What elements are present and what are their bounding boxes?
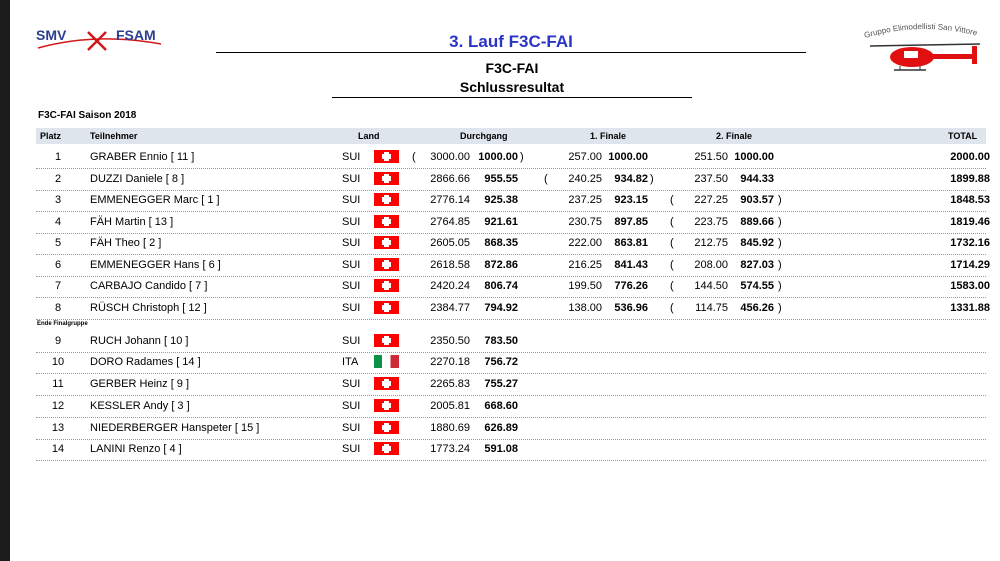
swiss-flag-icon <box>374 258 399 271</box>
durchgang-points: 626.89 <box>484 422 518 434</box>
swiss-flag-icon <box>374 377 399 390</box>
table-row <box>36 352 986 374</box>
finale1-points: 897.85 <box>614 216 648 228</box>
smv-fsam-logo <box>36 24 166 54</box>
subtitle-divider <box>332 97 692 98</box>
swiss-flag-icon <box>374 279 399 292</box>
table-row <box>36 233 990 255</box>
table-row <box>36 331 986 353</box>
italy-flag-icon <box>374 355 399 368</box>
finale2-points: 574.55 <box>740 280 774 292</box>
durchgang-points: 668.60 <box>484 400 518 412</box>
durchgang-points: 806.74 <box>484 280 518 292</box>
logo-smv-text: SMV <box>36 27 67 43</box>
durchgang-raw: 2866.66 <box>430 173 470 185</box>
durchgang-raw: 2265.83 <box>430 378 470 390</box>
club-logo-text: Gruppo Elimodellisti San Vittore <box>863 22 979 40</box>
table-header <box>36 128 986 144</box>
page-title: 3. Lauf F3C-FAI <box>449 32 573 51</box>
finale1-raw: 237.25 <box>568 194 602 206</box>
row-total: 1819.46 <box>950 216 990 228</box>
row-platz: 14 <box>51 443 65 455</box>
finale2-points: 944.33 <box>740 173 774 185</box>
finale2-raw: 114.75 <box>695 302 728 314</box>
durchgang-points: 783.50 <box>484 335 518 347</box>
document-page <box>10 0 1000 561</box>
season-label: F3C-FAI Saison 2018 <box>38 110 137 121</box>
row-land: SUI <box>342 378 361 390</box>
row-platz: 6 <box>54 259 62 271</box>
row-name: CARBAJO Candido [ 7 ] <box>90 280 208 292</box>
finale1-open-paren: ( <box>544 173 548 185</box>
finale1-raw: 138.00 <box>568 302 602 314</box>
durchgang-points: 1000.00 <box>478 151 518 163</box>
durchgang-raw: 2764.85 <box>430 216 470 228</box>
finale2-raw: 144.50 <box>694 280 728 292</box>
finale1-raw: 216.25 <box>568 259 602 271</box>
row-name: RUCH Johann [ 10 ] <box>90 335 189 347</box>
finale1-close-paren: ) <box>650 173 654 185</box>
table-row <box>36 190 990 212</box>
row-land: SUI <box>342 443 361 455</box>
row-name: GERBER Heinz [ 9 ] <box>90 378 190 390</box>
row-platz: 3 <box>54 194 62 206</box>
row-platz: 4 <box>54 216 62 228</box>
col-teilnehmer: Teilnehmer <box>90 131 138 141</box>
finale2-close-paren: ) <box>778 280 782 292</box>
durchgang-open-paren: ( <box>412 151 416 163</box>
row-name: LANINI Renzo [ 4 ] <box>90 443 182 455</box>
row-name: RÜSCH Christoph [ 12 ] <box>90 302 207 314</box>
finale2-raw: 227.25 <box>694 194 728 206</box>
finale2-close-paren: ) <box>778 216 782 228</box>
swiss-flag-icon <box>374 193 399 206</box>
durchgang-points: 591.08 <box>484 443 518 455</box>
row-name: EMMENEGGER Hans [ 6 ] <box>90 259 221 271</box>
durchgang-points: 955.55 <box>484 173 518 185</box>
col-durchgang: Durchgang <box>460 131 508 141</box>
row-land: SUI <box>342 422 361 434</box>
finale2-open-paren: ( <box>670 237 674 249</box>
row-platz: 5 <box>54 237 62 249</box>
row-platz: 10 <box>51 356 65 368</box>
durchgang-raw: 2270.18 <box>430 356 470 368</box>
row-land: SUI <box>342 216 361 228</box>
col-platz: Platz <box>40 131 62 141</box>
table-row <box>36 276 990 298</box>
swiss-flag-icon <box>374 421 399 434</box>
row-name: DORO Radames [ 14 ] <box>90 356 201 368</box>
swiss-flag-icon <box>374 236 399 249</box>
swiss-flag-icon <box>374 301 399 314</box>
finale2-raw: 251.50 <box>694 151 728 163</box>
row-land: SUI <box>342 280 361 292</box>
table-row <box>36 374 986 396</box>
row-land: SUI <box>342 173 361 185</box>
title-divider <box>216 52 806 53</box>
row-platz: 7 <box>54 280 62 292</box>
page-subtitle-result: Schlussresultat <box>459 79 565 95</box>
helicopter-icon <box>860 22 990 82</box>
durchgang-raw: 2005.81 <box>430 400 470 412</box>
row-name: KESSLER Andy [ 3 ] <box>90 400 190 412</box>
row-total: 2000.00 <box>950 151 990 163</box>
finale1-raw: 222.00 <box>568 237 602 249</box>
row-total: 1732.16 <box>950 237 990 249</box>
col-land: Land <box>358 131 380 141</box>
page-subtitle-class: F3C-FAI <box>485 60 539 76</box>
table-row <box>36 439 986 461</box>
durchgang-raw: 2384.77 <box>430 302 470 314</box>
swiss-flag-icon <box>374 215 399 228</box>
row-platz: 8 <box>54 302 62 314</box>
swiss-flag-icon <box>374 442 399 455</box>
finale2-open-paren: ( <box>670 194 674 206</box>
end-group-label: Ende Finalgruppe <box>37 321 88 327</box>
finale1-raw: 257.00 <box>568 151 602 163</box>
club-logo <box>860 22 990 82</box>
swiss-flag-icon <box>374 172 399 185</box>
table-row <box>36 147 990 169</box>
durchgang-points: 921.61 <box>484 216 518 228</box>
finale2-open-paren: ( <box>670 280 674 292</box>
table-row <box>36 396 986 418</box>
finale2-open-paren: ( <box>670 216 674 228</box>
durchgang-raw: 1773.24 <box>430 443 470 455</box>
row-land: ITA <box>342 356 359 368</box>
row-total: 1331.88 <box>950 302 990 314</box>
table-row <box>36 169 990 191</box>
finale2-close-paren: ) <box>778 302 782 314</box>
durchgang-points: 755.27 <box>484 378 518 390</box>
row-platz: 2 <box>54 173 62 185</box>
row-total: 1583.00 <box>950 280 990 292</box>
finale2-points: 456.26 <box>740 302 774 314</box>
row-name: FÄH Martin [ 13 ] <box>90 216 174 228</box>
row-platz: 11 <box>52 378 64 390</box>
table-row <box>36 298 990 320</box>
durchgang-raw: 1880.69 <box>430 422 470 434</box>
finale2-points: 845.92 <box>740 237 774 249</box>
row-platz: 13 <box>51 422 65 434</box>
finale1-points: 841.43 <box>614 259 648 271</box>
finale2-raw: 237.50 <box>694 173 728 185</box>
finale2-raw: 208.00 <box>694 259 728 271</box>
row-platz: 9 <box>54 335 62 347</box>
row-platz: 12 <box>51 400 65 412</box>
durchgang-points: 868.35 <box>484 237 518 249</box>
row-land: SUI <box>342 302 361 314</box>
finale1-points: 863.81 <box>614 237 648 249</box>
durchgang-raw: 2420.24 <box>430 280 470 292</box>
swiss-flag-icon <box>374 334 399 347</box>
row-total: 1899.88 <box>950 173 990 185</box>
finale1-raw: 230.75 <box>568 216 602 228</box>
table-row <box>36 255 990 277</box>
finale1-raw: 240.25 <box>568 173 602 185</box>
row-name: DUZZI Daniele [ 8 ] <box>90 173 185 185</box>
row-name: NIEDERBERGER Hanspeter [ 15 ] <box>90 422 260 434</box>
row-land: SUI <box>342 237 361 249</box>
durchgang-close-paren: ) <box>520 151 524 163</box>
durchgang-raw: 2776.14 <box>430 194 470 206</box>
durchgang-raw: 2605.05 <box>430 237 470 249</box>
row-name: EMMENEGGER Marc [ 1 ] <box>90 194 220 206</box>
finale2-points: 889.66 <box>740 216 774 228</box>
finale1-points: 1000.00 <box>608 151 648 163</box>
finale1-points: 923.15 <box>614 194 648 206</box>
swiss-flag-icon <box>374 150 399 163</box>
row-total: 1714.29 <box>950 259 990 271</box>
finale1-raw: 199.50 <box>568 280 602 292</box>
row-platz: 1 <box>54 151 62 163</box>
finale2-raw: 223.75 <box>694 216 728 228</box>
row-total: 1848.53 <box>950 194 990 206</box>
svg-text:Gruppo Elimodellisti San Vitto <box>863 22 979 40</box>
durchgang-raw: 2618.58 <box>430 259 470 271</box>
finale1-points: 934.82 <box>614 173 648 185</box>
finale2-close-paren: ) <box>778 237 782 249</box>
finale2-raw: 212.75 <box>694 237 728 249</box>
finale2-close-paren: ) <box>778 259 782 271</box>
durchgang-raw: 3000.00 <box>430 151 470 163</box>
col-finale1: 1. Finale <box>590 131 627 141</box>
row-land: SUI <box>342 194 361 206</box>
logo-fsam-text: FSAM <box>116 27 156 43</box>
row-land: SUI <box>342 335 361 347</box>
finale2-open-paren: ( <box>670 302 674 314</box>
finale1-points: 536.96 <box>614 302 648 314</box>
row-name: GRABER Ennio [ 11 ] <box>90 151 195 163</box>
row-land: SUI <box>342 400 361 412</box>
row-name: FÄH Theo [ 2 ] <box>90 237 162 249</box>
finale2-close-paren: ) <box>778 194 782 206</box>
durchgang-points: 794.92 <box>484 302 518 314</box>
finale2-points: 903.57 <box>740 194 774 206</box>
table-row <box>36 212 990 234</box>
row-land: SUI <box>342 259 361 271</box>
col-total: TOTAL <box>948 131 978 141</box>
finale2-points: 827.03 <box>740 259 774 271</box>
durchgang-raw: 2350.50 <box>430 335 470 347</box>
durchgang-points: 872.86 <box>484 259 518 271</box>
row-land: SUI <box>342 151 361 163</box>
durchgang-points: 925.38 <box>484 194 518 206</box>
finale2-open-paren: ( <box>670 259 674 271</box>
finale1-points: 776.26 <box>614 280 648 292</box>
durchgang-points: 756.72 <box>484 356 518 368</box>
finale2-points: 1000.00 <box>734 151 774 163</box>
swiss-flag-icon <box>374 399 399 412</box>
col-finale2: 2. Finale <box>716 131 753 141</box>
table-row <box>36 418 986 440</box>
